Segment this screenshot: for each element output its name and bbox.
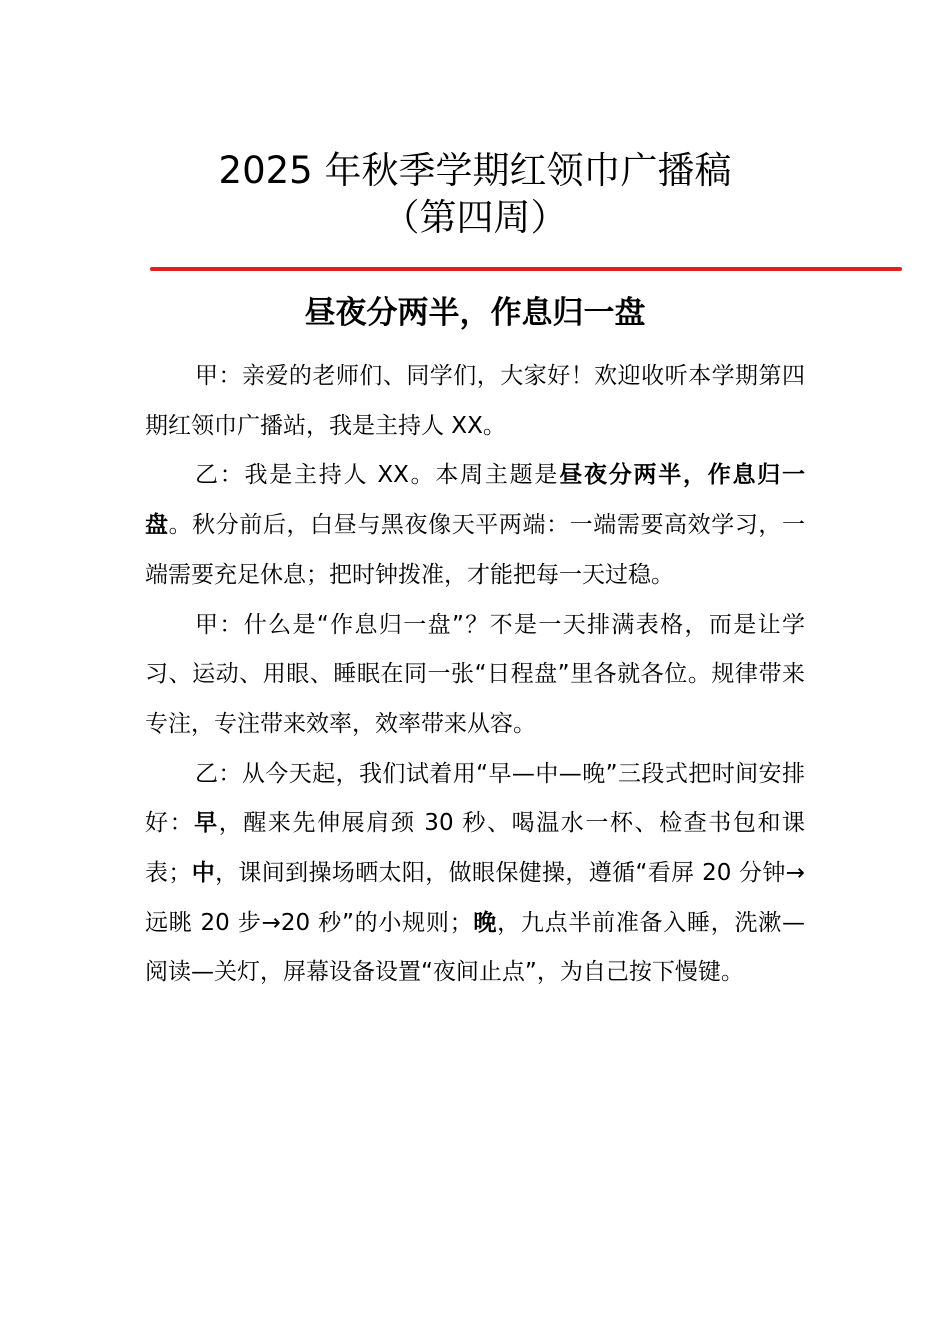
bold-noon: 中 (191, 860, 216, 887)
title-divider (150, 267, 902, 271)
paragraph-text: 从今天起，我们试着用“早—中—晚”三段式把时间安排好： (145, 760, 805, 837)
paragraph-2 (145, 451, 805, 600)
paragraph-1 (145, 352, 805, 451)
document-title-week: （第四周） (382, 196, 568, 239)
paragraph-text: 。秋分前后，白昼与黑夜像天平两端：一端需要高效学习，一端需要充足休息；把时钟拨准，才能把每一天过稳。 (145, 512, 806, 588)
bold-theme: 昼夜分两半，作息归一盘 (145, 462, 806, 539)
document-body (145, 352, 805, 998)
speaker-label: 乙： (195, 760, 242, 787)
paragraph-3 (145, 601, 805, 750)
document-title: 2025 年秋季学期红领巾广播稿 (218, 149, 732, 192)
paragraph-text: ，课间到操场晒太阳，做眼保健操，遵循“看屏 20 分钟→远眺 20 步→20 秒”的小规则； (145, 860, 806, 936)
bold-morning: 早 (194, 810, 219, 837)
section-heading: 昼夜分两半，作息归一盘 (304, 295, 646, 331)
paragraph-4 (145, 750, 805, 999)
speaker-label: 甲： (195, 363, 242, 389)
paragraph-text: ，醒来先伸展肩颈 30 秒、喝温水一杯、检查书包和课表； (145, 810, 806, 887)
bold-evening: 晚 (472, 909, 498, 936)
paragraph-text: 亲爱的老师们、同学们，大家好！欢迎收听本学期第四期红领巾广播站，我是主持人 XX。 (145, 363, 806, 439)
paragraph-text: ，九点半前准备入睡，洗漱—阅读—关灯，屏幕设备设置“夜间止点”，为自己按下慢键。 (145, 909, 806, 986)
paragraph-text: 什么是“作息归一盘”？不是一天排满表格，而是让学习、运动、用眼、睡眠在同一张“日程盘”里各就各位。规律带来专注，专注带来效率，效率带来从容。 (145, 611, 805, 737)
speaker-label: 乙： (195, 462, 245, 489)
speaker-label: 甲： (195, 611, 244, 638)
paragraph-text: 我是主持人 XX。本周主题是 (244, 462, 560, 489)
